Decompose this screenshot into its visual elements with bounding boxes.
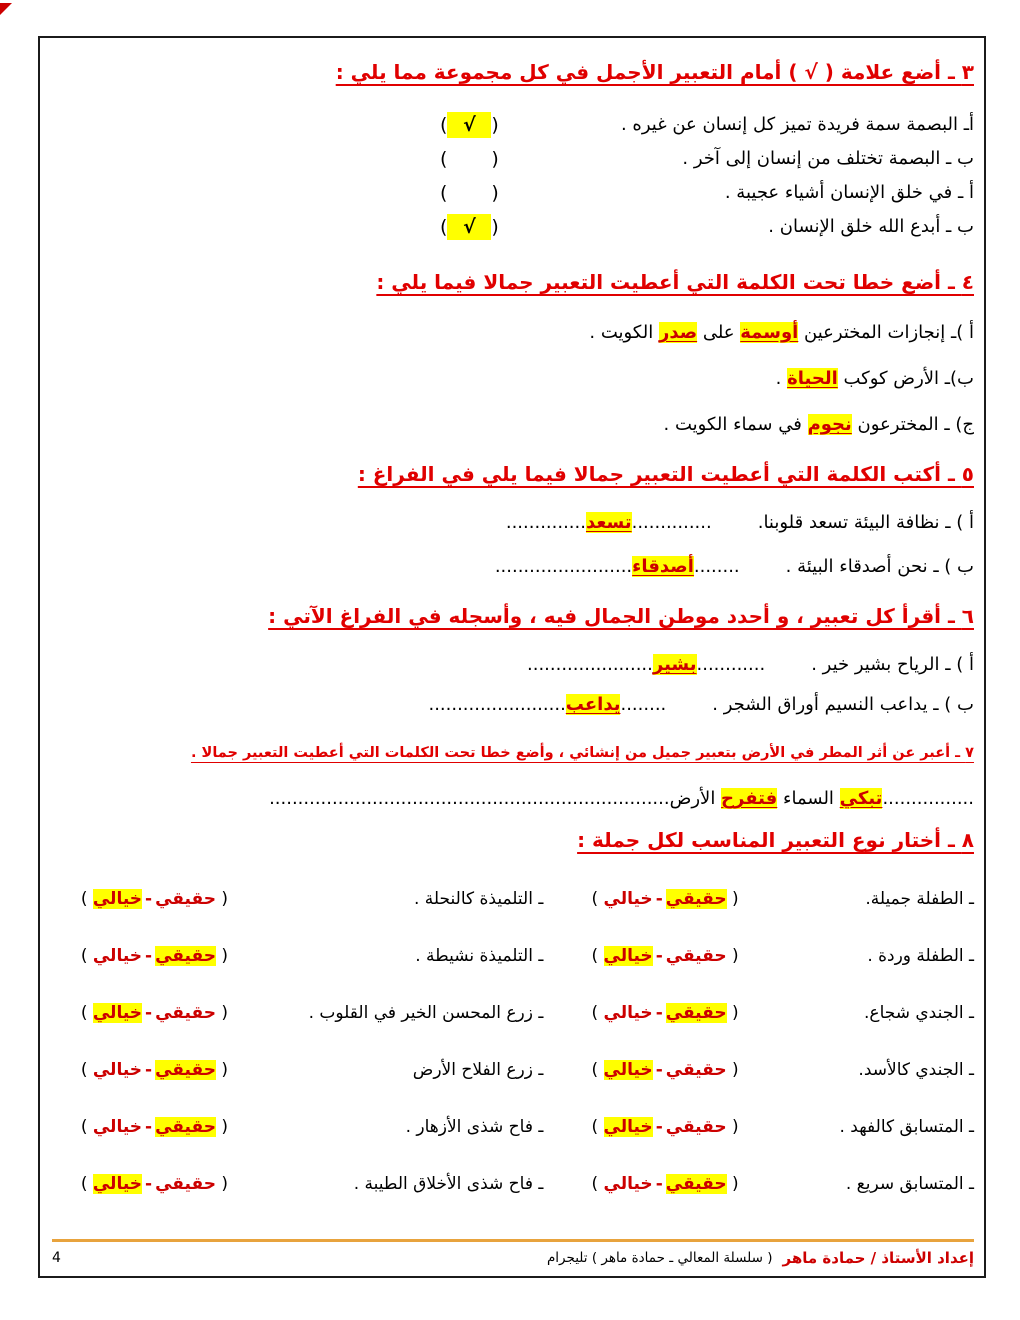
choice-group bbox=[52, 943, 228, 969]
answer-blank bbox=[506, 512, 712, 533]
s6-item bbox=[52, 652, 974, 678]
highlighted-word: تبكي bbox=[839, 788, 883, 809]
statement-text: أـ البصمة سمة فريدة تميز كل إنسان عن غيره . bbox=[620, 114, 974, 135]
choice-group bbox=[584, 1057, 739, 1083]
open-paren: ( bbox=[732, 889, 739, 909]
choice-group bbox=[584, 886, 739, 912]
choice-haqiqi: حقيقي bbox=[665, 946, 727, 966]
open-paren: ( bbox=[221, 1174, 229, 1194]
dotted-line: ........................ bbox=[428, 694, 566, 715]
sentence-2: ـ التلميذة كالنحلة . bbox=[414, 889, 544, 909]
open-paren: ( bbox=[732, 1060, 739, 1080]
choice-group bbox=[584, 1171, 739, 1197]
sentence-prefix: ج) ـ المخترعون bbox=[851, 414, 974, 435]
close-paren: ) bbox=[591, 1060, 599, 1080]
open-paren: ( bbox=[221, 1003, 229, 1023]
close-paren: ) bbox=[591, 1003, 599, 1023]
sentence-2: ـ التلميذة نشيطة . bbox=[415, 946, 544, 966]
dash: - bbox=[655, 1060, 663, 1080]
s8-row bbox=[52, 1057, 974, 1083]
open-paren: ( bbox=[221, 1060, 229, 1080]
choice-haqiqi: حقيقي bbox=[665, 1003, 727, 1023]
choice-group bbox=[584, 1114, 739, 1140]
answer-blank bbox=[527, 654, 765, 675]
answer-word: أصدقاء bbox=[632, 556, 694, 577]
dash: - bbox=[655, 1174, 663, 1194]
footer-rule bbox=[52, 1239, 974, 1242]
dash: - bbox=[145, 1003, 153, 1023]
choice-group bbox=[52, 1057, 228, 1083]
check-mark: √ bbox=[447, 214, 491, 240]
close-paren: ) bbox=[440, 114, 448, 136]
section-3-heading: ٣ ـ أضع علامة ( √ ) أمام التعبير الأجمل في كل مجموعة مما يلي : bbox=[335, 60, 974, 84]
s5-item bbox=[52, 554, 974, 580]
answer-word: يداعب bbox=[565, 694, 621, 715]
choice-group bbox=[52, 1114, 228, 1140]
dash: - bbox=[145, 1117, 153, 1137]
close-paren: ) bbox=[591, 1117, 599, 1137]
section-6-heading: ٦ ـ أقرأ كل تعبير ، و أحدد موطن الجمال فيه ، وأسجله في الفراغ الآتي : bbox=[268, 604, 974, 628]
dash: - bbox=[655, 889, 663, 909]
sentence-1: ـ المتسابق سريع . bbox=[845, 1174, 974, 1194]
s8-row bbox=[52, 943, 974, 969]
choice-khayali: خيالي bbox=[92, 946, 143, 966]
close-paren: ) bbox=[440, 148, 448, 170]
sentence-text: ب ) ـ نحن أصدقاء البيئة . bbox=[785, 556, 974, 577]
sentence-suffix: في سماء الكويت . bbox=[663, 414, 808, 435]
highlighted-word: أوسمة bbox=[740, 322, 799, 343]
s3-item bbox=[52, 180, 974, 206]
choice-haqiqi: حقيقي bbox=[155, 889, 216, 909]
s8-row bbox=[52, 886, 974, 912]
section-7-heading: ٧ ـ أعبر عن أثر المطر في الأرض بتعبير جميل من إنشائي ، وأضع خطا تحت الكلمات التي أعطيت التعبير جمالا . bbox=[190, 745, 974, 761]
sentence-2: ـ فاح شذى الأزهار . bbox=[405, 1117, 544, 1137]
dotted-line: ........................ bbox=[494, 556, 633, 577]
choice-haqiqi: حقيقي bbox=[665, 1060, 727, 1080]
sentence-1: ـ الجندي شجاع. bbox=[864, 1003, 974, 1023]
open-paren: ( bbox=[491, 182, 499, 204]
choice-khayali: خيالي bbox=[603, 1174, 653, 1194]
dotted-line: .............. bbox=[631, 512, 712, 533]
statement-text: أ ـ في خلق الإنسان أشياء عجيبة . bbox=[724, 182, 974, 203]
open-paren: ( bbox=[221, 889, 229, 909]
close-paren: ) bbox=[80, 946, 88, 966]
sentence-middle: على bbox=[697, 322, 741, 343]
footer-series: ( سلسلة المعالي ـ حمادة ماهر ) تليجرام bbox=[546, 1250, 773, 1266]
close-paren: ) bbox=[80, 1003, 88, 1023]
open-paren: ( bbox=[491, 114, 499, 136]
page-number: 4 bbox=[52, 1250, 61, 1266]
statement-text: ب ـ أبدع الله خلق الإنسان . bbox=[768, 216, 974, 237]
dotted-line: ................ bbox=[882, 788, 974, 809]
choice-khayali: خيالي bbox=[603, 946, 653, 966]
dotted-line: .............. bbox=[505, 512, 586, 533]
choice-khayali: خيالي bbox=[92, 1003, 143, 1023]
dotted-line: ...................................................................... bbox=[269, 788, 670, 809]
footer-row bbox=[52, 1248, 974, 1268]
s3-item bbox=[52, 146, 974, 172]
corner-mark bbox=[0, 3, 12, 15]
dotted-line: ........ bbox=[620, 694, 667, 715]
dash: - bbox=[145, 889, 153, 909]
choice-haqiqi: حقيقي bbox=[665, 889, 727, 909]
choice-haqiqi: حقيقي bbox=[155, 1003, 216, 1023]
sentence-suffix: . bbox=[775, 368, 788, 389]
dash: - bbox=[145, 946, 153, 966]
close-paren: ) bbox=[80, 1117, 88, 1137]
s3-item bbox=[52, 112, 974, 138]
highlighted-word: الحياة bbox=[787, 368, 838, 389]
sentence-1: ـ المتسابق كالفهد . bbox=[839, 1117, 974, 1137]
close-paren: ) bbox=[440, 182, 448, 204]
choice-group bbox=[584, 1000, 739, 1026]
sentence-middle: السماء bbox=[777, 788, 840, 809]
sentence-1: ـ الطفلة جميلة. bbox=[865, 889, 974, 909]
choice-khayali: خيالي bbox=[603, 1060, 653, 1080]
sentence-2: ـ زرع المحسن الخير في القلوب . bbox=[308, 1003, 544, 1023]
choice-haqiqi: حقيقي bbox=[665, 1117, 727, 1137]
s7-answer-line bbox=[52, 786, 974, 812]
answer-word: تسعد bbox=[585, 512, 632, 533]
close-paren: ) bbox=[80, 1060, 88, 1080]
choice-group bbox=[52, 1000, 228, 1026]
choice-haqiqi: حقيقي bbox=[155, 946, 216, 966]
choice-khayali: خيالي bbox=[92, 889, 143, 909]
answer-blank bbox=[428, 694, 666, 715]
highlighted-word: فتفرح bbox=[721, 788, 778, 809]
highlighted-word: صدر bbox=[658, 322, 698, 343]
sentence-1: ـ الجندي كالأسد. bbox=[858, 1060, 974, 1080]
section-4-heading: ٤ ـ أضع خطا تحت الكلمة التي أعطيت التعبير جمالا فيما يلي : bbox=[376, 270, 974, 294]
answer-word: بشير bbox=[652, 654, 697, 675]
answer-slot bbox=[440, 146, 499, 172]
sentence-prefix: أ )ـ إنجازات المخترعين bbox=[798, 322, 974, 343]
s3-item bbox=[52, 214, 974, 240]
s4-item bbox=[52, 320, 974, 346]
choice-group bbox=[584, 943, 739, 969]
dotted-line: ........ bbox=[693, 556, 740, 577]
choice-haqiqi: حقيقي bbox=[155, 1174, 216, 1194]
dash: - bbox=[655, 946, 663, 966]
s4-item bbox=[52, 412, 974, 438]
section-8-heading: ٨ ـ أختار نوع التعبير المناسب لكل جملة : bbox=[577, 828, 974, 852]
choice-haqiqi: حقيقي bbox=[155, 1117, 216, 1137]
sentence-text: ب ) ـ يداعب النسيم أوراق الشجر . bbox=[712, 694, 974, 715]
sentence-middle: الأرض bbox=[669, 788, 722, 809]
sentence-1: ـ الطفلة وردة . bbox=[867, 946, 974, 966]
close-paren: ) bbox=[591, 889, 599, 909]
answer-slot bbox=[440, 180, 499, 206]
sentence-text: أ ) ـ الرياح بشير خير . bbox=[811, 654, 974, 675]
highlighted-word: نجوم bbox=[807, 414, 852, 435]
s6-item bbox=[52, 692, 974, 718]
close-paren: ) bbox=[80, 889, 88, 909]
dash: - bbox=[655, 1117, 663, 1137]
open-paren: ( bbox=[732, 1117, 739, 1137]
choice-khayali: خيالي bbox=[92, 1174, 143, 1194]
close-paren: ) bbox=[591, 946, 599, 966]
open-paren: ( bbox=[732, 1174, 739, 1194]
choice-khayali: خيالي bbox=[92, 1060, 143, 1080]
answer-blank bbox=[495, 556, 740, 577]
statement-text: ب ـ البصمة تختلف من إنسان إلى آخر . bbox=[682, 148, 974, 169]
close-paren: ) bbox=[80, 1174, 88, 1194]
sentence-text: أ ) ـ نظافة البيئة تسعد قلوبنا. bbox=[757, 512, 974, 533]
open-paren: ( bbox=[221, 946, 229, 966]
choice-khayali: خيالي bbox=[603, 1117, 653, 1137]
choice-khayali: خيالي bbox=[603, 889, 653, 909]
open-paren: ( bbox=[732, 1003, 739, 1023]
answer-slot bbox=[440, 214, 499, 240]
close-paren: ) bbox=[440, 216, 448, 238]
choice-group bbox=[52, 886, 228, 912]
dotted-line: ...................... bbox=[527, 654, 653, 675]
dash: - bbox=[655, 1003, 663, 1023]
sentence-suffix: الكويت . bbox=[589, 322, 659, 343]
check-mark: √ bbox=[447, 112, 491, 138]
choice-group bbox=[52, 1171, 228, 1197]
footer-author: إعداد الأستاذ / حمادة ماهر bbox=[782, 1249, 974, 1267]
sentence-2: ـ فاح شذى الأخلاق الطيبة . bbox=[353, 1174, 544, 1194]
page-footer bbox=[52, 1239, 974, 1268]
worksheet-page bbox=[38, 36, 986, 1278]
answer-slot bbox=[440, 112, 499, 138]
open-paren: ( bbox=[221, 1117, 229, 1137]
choice-haqiqi: حقيقي bbox=[665, 1174, 727, 1194]
section-5-heading: ٥ ـ أكتب الكلمة التي أعطيت التعبير جمالا فيما يلي في الفراغ : bbox=[357, 462, 974, 486]
open-paren: ( bbox=[491, 216, 499, 238]
s8-row bbox=[52, 1000, 974, 1026]
dotted-line: ............ bbox=[696, 654, 766, 675]
s4-item bbox=[52, 366, 974, 392]
choice-haqiqi: حقيقي bbox=[155, 1060, 216, 1080]
s8-row bbox=[52, 1171, 974, 1197]
sentence-2: ـ زرع الفلاح الأرض bbox=[412, 1060, 544, 1080]
choice-khayali: خيالي bbox=[92, 1117, 143, 1137]
choice-khayali: خيالي bbox=[603, 1003, 653, 1023]
s5-item bbox=[52, 510, 974, 536]
close-paren: ) bbox=[591, 1174, 599, 1194]
open-paren: ( bbox=[491, 148, 499, 170]
open-paren: ( bbox=[732, 946, 739, 966]
sentence-prefix: ب)ـ الأرض كوكب bbox=[837, 368, 974, 389]
dash: - bbox=[145, 1174, 153, 1194]
dash: - bbox=[145, 1060, 153, 1080]
s8-row bbox=[52, 1114, 974, 1140]
